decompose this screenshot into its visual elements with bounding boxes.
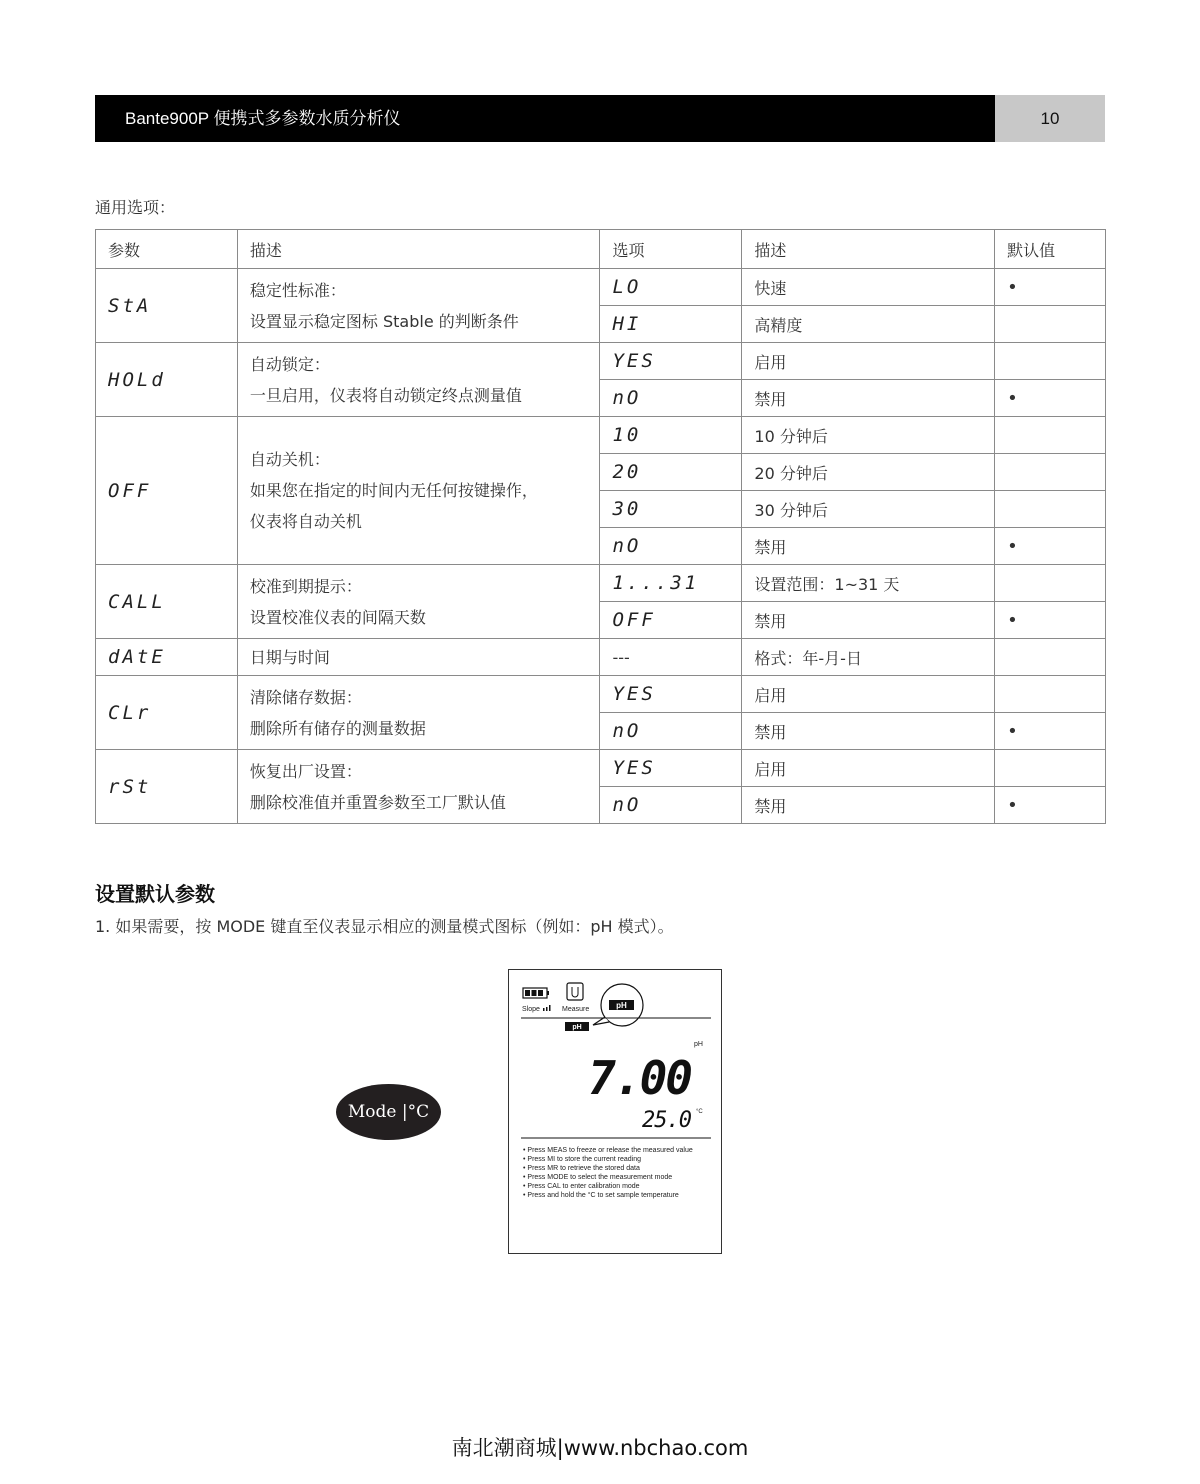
default-marker: [995, 343, 1106, 380]
default-marker: •: [995, 528, 1106, 565]
default-marker: [995, 417, 1106, 454]
option-code: 10: [612, 424, 642, 446]
param-code: CLr: [108, 701, 152, 724]
param-desc-title: 自动锁定：: [249, 354, 330, 374]
table-header-row: [96, 230, 1106, 269]
instruction-item: • Press CAL to enter calibration mode: [523, 1183, 640, 1190]
option-code: OFF: [612, 609, 656, 631]
param-code: StA: [108, 294, 152, 317]
param-cell: [96, 417, 238, 565]
param-code: OFF: [108, 479, 152, 502]
default-marker: [995, 454, 1106, 491]
param-cell: [96, 676, 238, 750]
default-marker: •: [995, 787, 1106, 824]
option-desc: 禁用: [742, 528, 995, 565]
unit-label: pH: [694, 1041, 703, 1048]
option-desc: 启用: [742, 750, 995, 787]
param-desc-line: 如果您在指定的时间内无任何按键操作，: [249, 481, 538, 500]
table-body: [96, 269, 1106, 824]
default-marker: [995, 565, 1106, 602]
param-desc-line: 设置显示稳定图标 Stable 的判断条件: [249, 311, 519, 331]
option-cell: [600, 639, 742, 676]
param-code: CALL: [108, 590, 166, 613]
default-marker: [995, 676, 1106, 713]
option-code: HI: [612, 313, 642, 335]
option-cell: [600, 380, 742, 417]
option-code: YES: [612, 683, 656, 705]
mode-callout: [593, 984, 643, 1026]
option-code: 30: [612, 498, 642, 520]
option-cell: [600, 306, 742, 343]
option-desc: 禁用: [742, 380, 995, 417]
option-code: ---: [612, 647, 630, 667]
table-row: [96, 417, 1106, 454]
default-marker: [995, 750, 1106, 787]
param-desc-title: 恢复出厂设置：: [249, 761, 362, 781]
table-row: [96, 565, 1106, 602]
param-desc-line: 一旦启用，仪表将自动锁定终点测量值: [249, 385, 522, 405]
battery-icon: [523, 988, 549, 998]
option-code: LO: [612, 276, 642, 298]
param-desc-title: 日期与时间: [249, 647, 330, 667]
option-desc: 20 分钟后: [742, 454, 995, 491]
default-marker: •: [995, 380, 1106, 417]
param-desc-line: 删除所有储存的测量数据: [249, 718, 426, 738]
option-cell: [600, 602, 742, 639]
option-desc: 30 分钟后: [742, 491, 995, 528]
option-cell: [600, 491, 742, 528]
default-marker: [995, 306, 1106, 343]
options-table: [95, 229, 1106, 824]
option-cell: [600, 565, 742, 602]
footer-watermark: 南北潮商城|www.nbchao.com: [451, 1436, 749, 1460]
slope-label: Slope: [522, 1006, 540, 1013]
header-option: 选项: [600, 230, 742, 269]
param-desc-line: 仪表将自动关机: [249, 512, 362, 531]
table-row: [96, 269, 1106, 306]
option-cell: [600, 713, 742, 750]
param-desc-line: 删除校准值并重置参数至工厂默认值: [249, 792, 506, 812]
header-default: 默认值: [995, 230, 1106, 269]
option-code: 1...31: [612, 572, 700, 594]
option-desc: 高精度: [742, 306, 995, 343]
instruction-item: • Press and hold the °C to set sample temperature: [523, 1192, 679, 1199]
option-code: nO: [612, 535, 642, 557]
mode-button[interactable]: Mode |°C: [336, 1084, 441, 1140]
mode-badge-small: pH: [572, 1024, 582, 1031]
param-desc-title: 稳定性标准：: [249, 280, 346, 300]
instruction-item: • Press MI to store the current reading: [523, 1156, 642, 1163]
param-code: rSt: [108, 775, 152, 798]
param-cell: [96, 750, 238, 824]
step-1: 1. 如果需要，按 MODE 键直至仪表显示相应的测量模式图标（例如：pH 模式）。: [95, 917, 674, 936]
default-marker: [995, 639, 1106, 676]
default-marker: [995, 491, 1106, 528]
option-code: 20: [612, 461, 642, 483]
main-reading: 7.00: [588, 1051, 691, 1105]
default-marker: •: [995, 269, 1106, 306]
header-option-desc: 描述: [742, 230, 995, 269]
param-desc-cell: [237, 269, 600, 343]
measure-label: Measure: [562, 1006, 590, 1013]
option-desc: 禁用: [742, 713, 995, 750]
probe-icon: [567, 983, 583, 1000]
option-cell: [600, 676, 742, 713]
param-desc-title: 校准到期提示：: [249, 576, 362, 596]
param-cell: [96, 269, 238, 343]
table-row: [96, 343, 1106, 380]
param-code: dAtE: [108, 646, 166, 668]
option-cell: [600, 787, 742, 824]
option-desc: 10 分钟后: [742, 417, 995, 454]
option-cell: [600, 343, 742, 380]
default-marker: •: [995, 713, 1106, 750]
option-desc: 禁用: [742, 602, 995, 639]
param-code: HOLd: [108, 368, 166, 391]
temp-unit: °C: [696, 1109, 703, 1115]
param-cell: [96, 565, 238, 639]
option-code: nO: [612, 794, 642, 816]
param-desc-cell: [237, 676, 600, 750]
instruction-list: [523, 1147, 693, 1199]
param-desc-cell: [237, 639, 600, 676]
table-row: [96, 750, 1106, 787]
mode-badge: pH: [616, 1001, 627, 1010]
option-cell: [600, 528, 742, 565]
option-desc: 格式：年-月-日: [742, 639, 995, 676]
meter-display: [509, 970, 721, 1253]
default-marker: •: [995, 602, 1106, 639]
document-title: Bante900P 便携式多参数水质分析仪: [95, 95, 995, 142]
option-code: YES: [612, 350, 656, 372]
param-desc-title: 自动关机：: [249, 450, 330, 469]
header-desc: 描述: [237, 230, 600, 269]
option-desc: 启用: [742, 676, 995, 713]
table-row: [96, 639, 1106, 676]
page-number: 10: [995, 95, 1105, 142]
slope-bars-icon: [543, 1005, 551, 1011]
instruction-item: • Press MEAS to freeze or release the measured value: [523, 1147, 693, 1154]
option-desc: 设置范围：1~31 天: [742, 565, 995, 602]
option-cell: [600, 454, 742, 491]
option-desc: 禁用: [742, 787, 995, 824]
option-cell: [600, 750, 742, 787]
meter-screen: [508, 969, 722, 1254]
table-row: [96, 676, 1106, 713]
option-cell: [600, 417, 742, 454]
section-general-title: 通用选项：: [95, 198, 176, 217]
temp-reading: 25.0: [642, 1108, 691, 1133]
param-desc-cell: [237, 750, 600, 824]
header-param: 参数: [96, 230, 238, 269]
param-desc-cell: [237, 417, 600, 565]
param-desc-cell: [237, 565, 600, 639]
option-code: nO: [612, 720, 642, 742]
option-cell: [600, 269, 742, 306]
instruction-item: • Press MR to retrieve the stored data: [523, 1165, 640, 1172]
param-cell: [96, 343, 238, 417]
param-desc-title: 清除储存数据：: [249, 687, 362, 707]
param-desc-line: 设置校准仪表的间隔天数: [249, 607, 426, 627]
section-default-title: 设置默认参数: [95, 882, 215, 906]
instruction-item: • Press MODE to select the measurement mode: [523, 1174, 673, 1181]
option-code: nO: [612, 387, 642, 409]
option-code: YES: [612, 757, 656, 779]
param-desc-cell: [237, 343, 600, 417]
param-cell: [96, 639, 238, 676]
option-desc: 启用: [742, 343, 995, 380]
page-header: [95, 95, 1105, 142]
option-desc: 快速: [742, 269, 995, 306]
